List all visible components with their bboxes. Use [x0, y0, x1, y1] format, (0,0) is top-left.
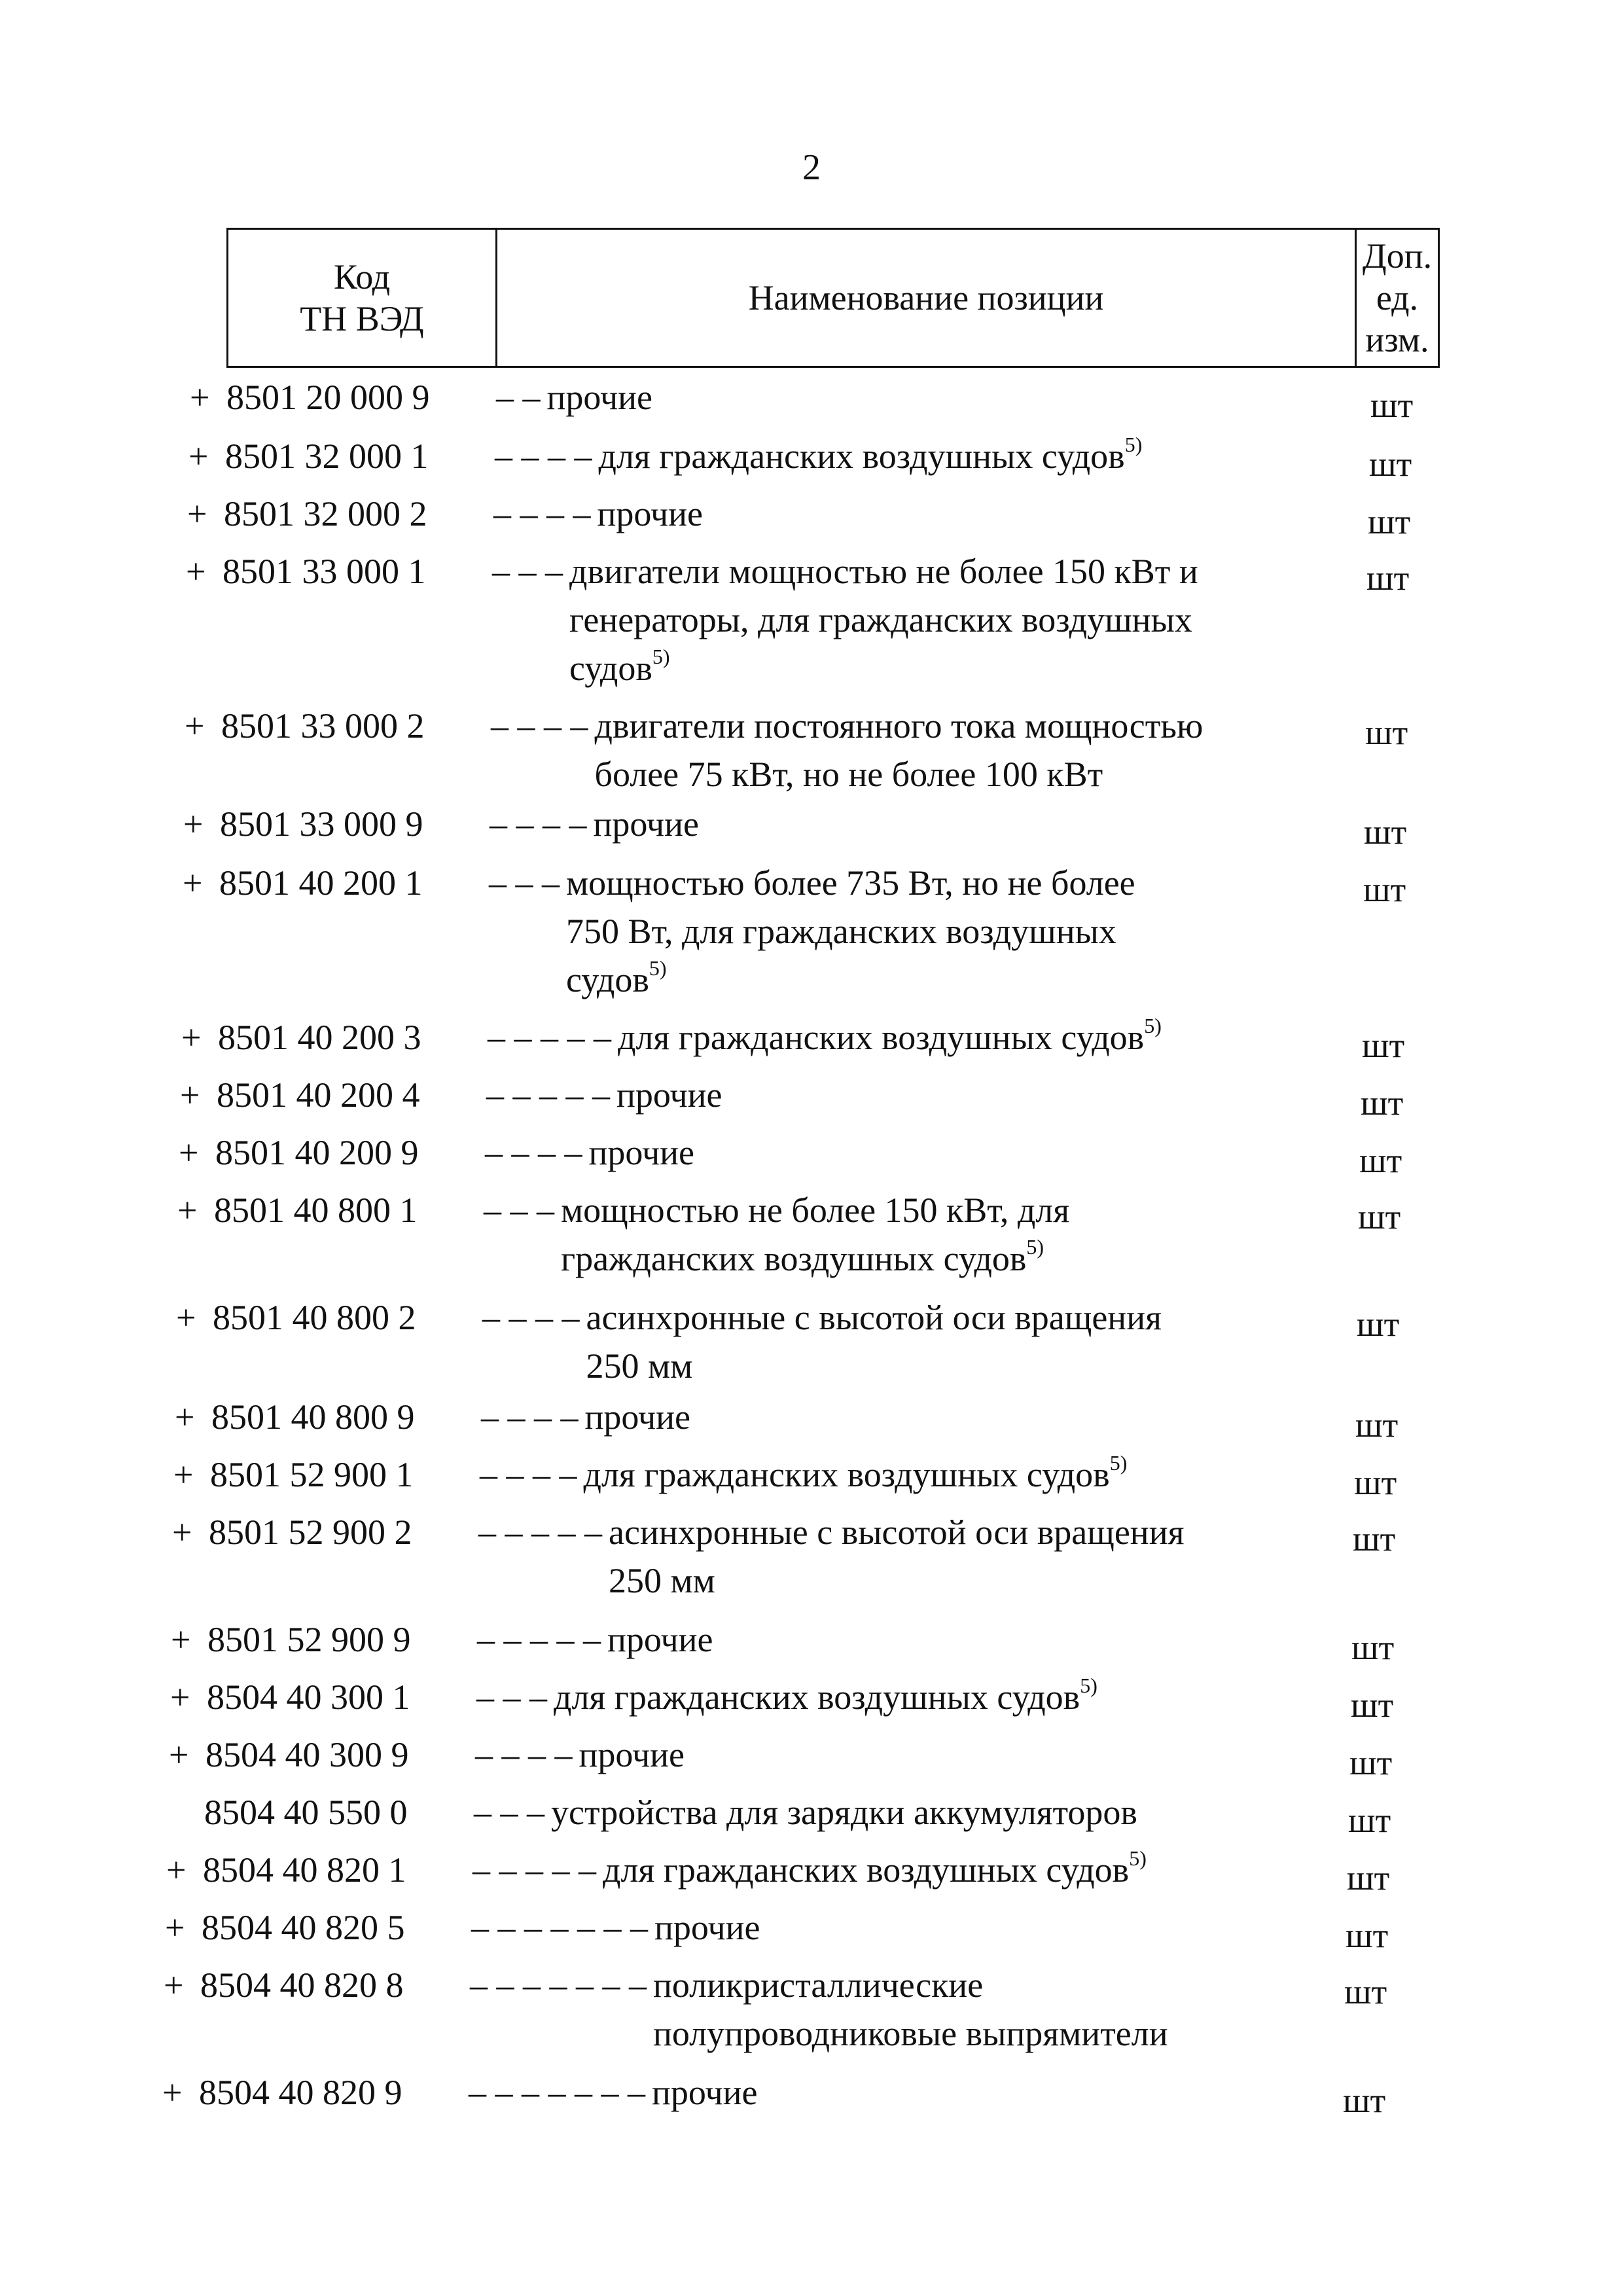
- row-unit: шт: [1355, 1405, 1399, 1444]
- row-code: [164, 1961, 404, 2009]
- table-row: [0, 1071, 1623, 1123]
- row-level-dashes: – – –: [474, 1793, 544, 1832]
- row-code-text: 8504 40 820 1: [203, 1850, 406, 1890]
- table-row: [0, 1128, 1623, 1181]
- header-code-line-2: ТН ВЭД: [300, 299, 424, 338]
- row-unit: шт: [1368, 502, 1411, 541]
- table-row: [0, 1788, 1623, 1840]
- row-name-text: устройства для зарядки аккумуляторов: [551, 1793, 1137, 1832]
- row-name-text: прочие: [588, 1133, 695, 1172]
- row-plus-mark: +: [173, 1455, 194, 1494]
- row-code-text: 8501 20 000 9: [226, 378, 430, 417]
- table-row: [0, 1186, 1623, 1278]
- table-row: [0, 1615, 1623, 1668]
- row-unit: шт: [1353, 1519, 1396, 1558]
- row-name-text: прочие: [593, 804, 700, 844]
- row-unit: шт: [1351, 1628, 1395, 1667]
- row-name-text: асинхронные с высотой оси вращения: [586, 1298, 1162, 1337]
- row-code: [183, 859, 423, 907]
- row-name-text: для гражданских воздушных судов: [554, 1677, 1080, 1717]
- row-level-dashes: – – – – –: [478, 1513, 602, 1552]
- row-code: [169, 1731, 409, 1779]
- row-name-continuation: судов$^{5)}$: [566, 956, 667, 999]
- row-name-text: прочие: [652, 2073, 758, 2112]
- row-code: [186, 547, 426, 596]
- row-name: [470, 1961, 1168, 2058]
- row-name-continuation: более 75 кВт, но не более 100 кВт: [594, 755, 1103, 794]
- row-code: [165, 1903, 405, 1952]
- row-code: [180, 1071, 420, 1119]
- row-unit: шт: [1370, 386, 1414, 425]
- row-name: [496, 373, 652, 422]
- row-unit: шт: [1361, 1083, 1404, 1122]
- row-code: [166, 1846, 406, 1894]
- table-row: [0, 859, 1623, 999]
- row-code-text: 8501 32 000 1: [225, 437, 429, 476]
- footnote-ref: 5): [652, 645, 670, 668]
- row-name: [482, 1293, 1162, 1390]
- header-unit-line-2: ед.: [1376, 278, 1419, 317]
- row-name: [476, 1673, 1097, 1721]
- table-row: [0, 1673, 1623, 1725]
- row-name-continuation: полупроводниковые выпрямители: [653, 2014, 1168, 2053]
- row-unit: шт: [1348, 1801, 1391, 1840]
- row-code-text: 8501 40 200 1: [219, 863, 423, 903]
- row-unit: шт: [1365, 713, 1408, 752]
- row-plus-mark: +: [181, 1018, 202, 1057]
- row-unit: шт: [1363, 870, 1406, 909]
- row-code: [175, 1393, 415, 1441]
- row-unit: шт: [1351, 1685, 1394, 1725]
- table-row: [0, 800, 1623, 852]
- row-name-continuation: 250 мм: [586, 1346, 693, 1386]
- row-code-text: 8504 40 820 8: [200, 1965, 404, 2005]
- row-name-text: для гражданских воздушных судов: [603, 1850, 1130, 1890]
- footnote-ref: 5): [1109, 1451, 1128, 1475]
- table-row: [0, 2068, 1623, 2121]
- row-name-continuation: 750 Вт, для гражданских воздушных: [566, 912, 1116, 951]
- row-level-dashes: – – – –: [480, 1455, 577, 1494]
- row-name: [486, 1071, 722, 1119]
- row-name: [489, 859, 1135, 1004]
- row-unit: шт: [1347, 1858, 1390, 1897]
- row-level-dashes: – – –: [492, 552, 563, 591]
- row-code: [179, 1128, 419, 1177]
- row-name: [478, 1508, 1184, 1605]
- row-name: [469, 2068, 758, 2117]
- row-name-text: прочие: [584, 1397, 691, 1437]
- row-plus-mark: +: [162, 2073, 183, 2112]
- row-code-text: 8501 33 000 9: [220, 804, 423, 844]
- row-unit: шт: [1354, 1463, 1397, 1502]
- row-code: [172, 1508, 412, 1556]
- row-name-text: двигатели мощностью не более 150 кВт и: [569, 552, 1198, 591]
- row-plus-mark: +: [177, 1191, 198, 1230]
- row-level-dashes: – – – –: [485, 1133, 582, 1172]
- row-level-dashes: – – –: [476, 1677, 547, 1717]
- row-code-text: 8501 40 200 4: [217, 1075, 420, 1115]
- row-name-text: прочие: [654, 1908, 760, 1947]
- row-code: [176, 1293, 416, 1342]
- row-code-text: 8501 32 000 2: [224, 494, 427, 533]
- row-name: [493, 490, 703, 538]
- row-level-dashes: – – – –: [482, 1298, 580, 1337]
- header-code-line-1: Код: [333, 257, 391, 296]
- row-name: [488, 1013, 1162, 1062]
- row-name: [490, 800, 699, 848]
- table-row: [0, 432, 1623, 484]
- table-row: [0, 1508, 1623, 1600]
- row-name: [481, 1393, 690, 1441]
- row-name: [485, 1128, 694, 1177]
- row-name-text: для гражданских воздушных судов: [618, 1018, 1145, 1057]
- row-name: [475, 1731, 685, 1779]
- row-level-dashes: – –: [496, 378, 541, 417]
- table-row: [0, 1903, 1623, 1956]
- row-plus-mark: +: [166, 1850, 187, 1890]
- table-row: [0, 547, 1623, 688]
- row-code-text: 8501 40 200 3: [218, 1018, 421, 1057]
- row-code: [170, 1673, 410, 1721]
- row-plus-mark: +: [171, 1620, 191, 1659]
- row-code: [171, 1615, 411, 1664]
- row-plus-mark: +: [186, 552, 206, 591]
- row-level-dashes: – – – – – – –: [470, 1965, 647, 2005]
- footnote-ref: 5): [1124, 433, 1143, 456]
- row-code-text: 8501 40 200 9: [215, 1133, 419, 1172]
- row-level-dashes: – – – –: [475, 1735, 573, 1774]
- table-row: [0, 1013, 1623, 1066]
- row-level-dashes: – – –: [484, 1191, 554, 1230]
- row-unit: шт: [1344, 1972, 1387, 2011]
- row-plus-mark: +: [183, 863, 203, 903]
- row-plus-mark: +: [188, 437, 209, 476]
- row-code-text: 8504 40 820 5: [202, 1908, 405, 1947]
- row-name: [474, 1788, 1137, 1837]
- row-name: [495, 432, 1142, 480]
- row-plus-mark: +: [183, 804, 204, 844]
- row-code-text: 8501 40 800 2: [213, 1298, 416, 1337]
- row-plus-mark: +: [172, 1513, 192, 1552]
- row-name-text: для гражданских воздушных судов: [598, 437, 1125, 476]
- row-code: [162, 2068, 402, 2117]
- row-level-dashes: – – – –: [491, 706, 588, 745]
- row-plus-mark: +: [176, 1298, 196, 1337]
- footnote-ref: 5): [1129, 1846, 1147, 1870]
- row-unit: шт: [1362, 1026, 1405, 1065]
- row-code-text: 8501 52 900 9: [207, 1620, 411, 1659]
- row-code-text: 8501 52 900 2: [209, 1513, 412, 1552]
- footnote-ref: 5): [649, 956, 667, 980]
- row-level-dashes: – – – –: [481, 1397, 579, 1437]
- table-row: [0, 490, 1623, 542]
- row-level-dashes: – – – – – – –: [471, 1908, 648, 1947]
- row-plus-mark: +: [187, 494, 207, 533]
- row-level-dashes: – – –: [489, 863, 560, 903]
- row-name-text: для гражданских воздушных судов: [583, 1455, 1110, 1494]
- row-code-text: 8504 40 300 9: [205, 1735, 409, 1774]
- row-plus-mark: +: [175, 1397, 195, 1437]
- row-name: [484, 1186, 1069, 1283]
- row-code: [188, 432, 429, 480]
- row-plus-mark: +: [165, 1908, 185, 1947]
- row-name: [477, 1615, 713, 1664]
- row-level-dashes: – – – – –: [486, 1075, 610, 1115]
- row-plus-mark: +: [179, 1133, 199, 1172]
- row-plus-mark: +: [185, 706, 205, 745]
- row-plus-mark: +: [170, 1677, 190, 1717]
- page-number: 2: [802, 147, 821, 188]
- row-code-text: 8501 33 000 2: [221, 706, 425, 745]
- row-level-dashes: – – – – –: [488, 1018, 611, 1057]
- row-code-text: 8504 40 820 9: [199, 2073, 402, 2112]
- row-name-continuation: судов$^{5)}$: [569, 645, 670, 688]
- row-plus-mark: +: [169, 1735, 189, 1774]
- table-row: [0, 1731, 1623, 1783]
- row-name-text: асинхронные с высотой оси вращения: [609, 1513, 1185, 1552]
- row-name-continuation: гражданских воздушных судов$^{5)}$: [561, 1235, 1044, 1278]
- row-name-text: прочие: [616, 1075, 722, 1115]
- row-level-dashes: – – – – –: [477, 1620, 601, 1659]
- row-code: [185, 702, 425, 750]
- row-code-text: 8501 40 800 9: [211, 1397, 415, 1437]
- header-unit-line-3: изм.: [1365, 320, 1429, 359]
- table-row: [0, 1293, 1623, 1386]
- row-unit: шт: [1349, 1743, 1393, 1782]
- row-name-text: поликристаллические: [653, 1965, 984, 2005]
- row-code-text: 8501 40 800 1: [214, 1191, 418, 1230]
- row-name-text: мощностью более 735 Вт, но не более: [566, 863, 1135, 903]
- row-plus-mark: +: [180, 1075, 200, 1115]
- footnote-ref: 5): [1144, 1014, 1162, 1037]
- table-row: [0, 1961, 1623, 2053]
- row-name: [473, 1846, 1147, 1894]
- row-name: [492, 547, 1198, 692]
- header-name-column: Наименование позиции: [497, 230, 1357, 366]
- row-name-text: двигатели постоянного тока мощностью: [594, 706, 1204, 745]
- row-name: [471, 1903, 760, 1952]
- row-level-dashes: – – – – – – –: [469, 2073, 645, 2112]
- row-code: [177, 1186, 418, 1234]
- table-row: [0, 1846, 1623, 1898]
- row-code: [168, 1788, 408, 1837]
- row-unit: шт: [1359, 1141, 1402, 1180]
- row-name: [491, 702, 1203, 798]
- row-code: [190, 373, 430, 422]
- row-name-continuation: генераторы, для гражданских воздушных: [569, 600, 1192, 639]
- table-row: [0, 702, 1623, 794]
- row-code-text: 8504 40 550 0: [204, 1793, 408, 1832]
- row-name-continuation: 250 мм: [609, 1561, 715, 1600]
- row-unit: шт: [1358, 1197, 1401, 1236]
- table-row: [0, 1393, 1623, 1445]
- row-name: [480, 1450, 1127, 1499]
- row-code: [173, 1450, 414, 1499]
- row-level-dashes: – – – –: [490, 804, 587, 844]
- row-plus-mark: +: [164, 1965, 184, 2005]
- table-row: [0, 1450, 1623, 1503]
- row-unit: шт: [1369, 444, 1412, 484]
- footnote-ref: 5): [1080, 1674, 1097, 1697]
- row-code: [187, 490, 427, 538]
- row-level-dashes: – – – –: [493, 494, 591, 533]
- row-plus-mark: +: [190, 378, 210, 417]
- row-code: [181, 1013, 421, 1062]
- row-name-text: прочие: [607, 1620, 713, 1659]
- row-name-text: прочие: [597, 494, 704, 533]
- row-code-text: 8504 40 300 1: [207, 1677, 410, 1717]
- row-name-text: мощностью не более 150 кВт, для: [561, 1191, 1070, 1230]
- row-unit: шт: [1366, 558, 1410, 598]
- row-code-text: 8501 52 900 1: [210, 1455, 414, 1494]
- row-code-text: 8501 33 000 1: [223, 552, 426, 591]
- row-unit: шт: [1364, 812, 1407, 852]
- header-unit-line-1: Доп.: [1362, 236, 1433, 276]
- row-unit: шт: [1343, 2081, 1386, 2120]
- row-name-text: прочие: [546, 378, 653, 417]
- footnote-ref: 5): [1026, 1235, 1044, 1259]
- row-level-dashes: – – – – –: [473, 1850, 596, 1890]
- row-level-dashes: – – – –: [495, 437, 592, 476]
- row-unit: шт: [1346, 1916, 1389, 1955]
- table-row: [0, 373, 1623, 425]
- row-code: [183, 800, 423, 848]
- row-name-text: прочие: [579, 1735, 685, 1774]
- row-unit: шт: [1357, 1304, 1400, 1344]
